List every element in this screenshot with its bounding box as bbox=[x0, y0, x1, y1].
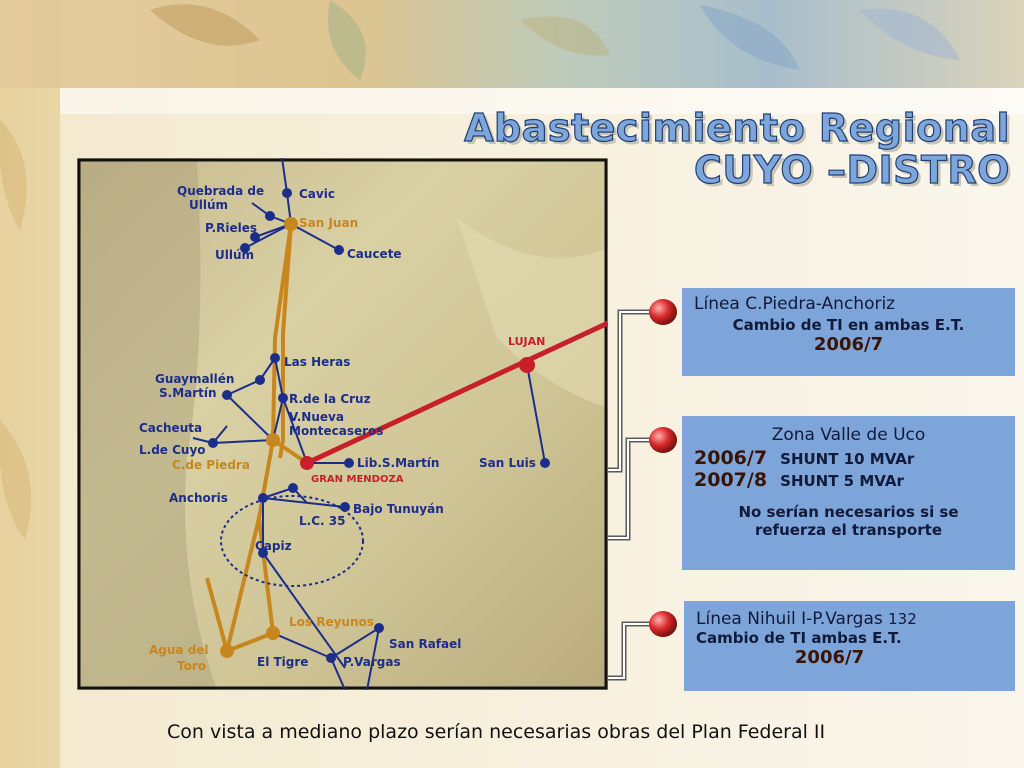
box-year: 2006/7 bbox=[794, 647, 865, 668]
map-label-los-reyunos: Los Reyunos bbox=[289, 615, 374, 629]
map-label-san-rafael: San Rafael bbox=[389, 637, 462, 651]
title-line-2: CUYO –DISTRO bbox=[694, 148, 1010, 192]
box-title bbox=[684, 601, 1015, 629]
map-label-las-heras: Las Heras bbox=[284, 355, 351, 369]
map-label-caucete: Caucete bbox=[347, 247, 402, 261]
shunt-row-1 bbox=[682, 447, 1015, 469]
box-note-2: refuerza el transporte bbox=[754, 521, 943, 539]
map-label-guaymallen: Guaymallén bbox=[155, 372, 235, 386]
map-label-ldecuyo: L.de Cuyo bbox=[139, 443, 206, 457]
map-label-ullum: Ullúm bbox=[215, 248, 255, 262]
map-label-smartin: S.Martín bbox=[159, 386, 217, 400]
map-label-montecaseros: Montecaseros bbox=[289, 424, 384, 438]
region-map bbox=[77, 158, 608, 690]
map-label-san-luis: San Luis bbox=[479, 456, 536, 470]
info-box-cpiedra-anchoriz bbox=[682, 288, 1015, 376]
box-note-1: No serían necesarios si se bbox=[738, 503, 959, 521]
map-label-san-juan: San Juan bbox=[299, 216, 359, 230]
map-label-ullum-top: Ullúm bbox=[189, 198, 229, 212]
map-label-cavic: Cavic bbox=[299, 187, 335, 201]
box-title-kv: 132 bbox=[888, 610, 917, 628]
shunt-year: 2007/8 bbox=[694, 469, 768, 491]
shunt-text: SHUNT 10 MVAr bbox=[780, 450, 915, 468]
map-label-prieles: P.Rieles bbox=[205, 221, 258, 235]
box-title-text: Línea Nihuil I-P.Vargas bbox=[696, 609, 889, 629]
shunt-row-2 bbox=[682, 469, 1015, 491]
bullet-ball-icon bbox=[648, 297, 678, 327]
map-label-el-tigre: El Tigre bbox=[257, 655, 309, 669]
map-label-libsmartin: Lib.S.Martín bbox=[357, 456, 440, 470]
title-line-1: Abastecimiento Regional bbox=[464, 106, 1010, 150]
map-label-lc35: L.C. 35 bbox=[299, 514, 346, 528]
box-title: Zona Valle de Uco bbox=[771, 425, 926, 445]
map-label-agua-del: Agua del bbox=[149, 643, 209, 657]
bullet-ball-icon bbox=[648, 609, 678, 639]
box-title: Línea C.Piedra-Anchoriz bbox=[694, 294, 896, 314]
map-label-rdelacruz: R.de la Cruz bbox=[289, 392, 371, 406]
shunt-text: SHUNT 5 MVAr bbox=[780, 472, 904, 490]
map-label-bajo-tunuyan: Bajo Tunuyán bbox=[353, 502, 444, 516]
box-subtitle: Cambio de TI ambas E.T. bbox=[696, 629, 902, 647]
map-label-vnueva: V.Nueva bbox=[289, 410, 344, 424]
map-label-cdepiedra: C.de Piedra bbox=[172, 458, 250, 472]
map-label-gran-mendoza: GRAN MENDOZA bbox=[311, 474, 404, 485]
bullet-ball-icon bbox=[648, 425, 678, 455]
map-label-lujan: LUJAN bbox=[508, 335, 546, 348]
map-label-toro: Toro bbox=[177, 659, 206, 673]
map-label-quebrada: Quebrada de bbox=[177, 184, 265, 198]
map-label-capiz: Capiz bbox=[255, 539, 292, 553]
box-subtitle: Cambio de TI en ambas E.T. bbox=[732, 316, 965, 334]
info-box-nihuil-pvargas bbox=[684, 601, 1015, 691]
info-box-valle-de-uco bbox=[682, 416, 1015, 570]
map-label-anchoris: Anchoris bbox=[169, 491, 228, 505]
footer-note: Con vista a mediano plazo serían necesarias obras del Plan Federal II bbox=[167, 721, 826, 743]
shunt-year: 2006/7 bbox=[694, 447, 768, 469]
box-year: 2006/7 bbox=[813, 334, 884, 355]
map-label-pvargas: P.Vargas bbox=[343, 655, 401, 669]
map-label-cacheuta: Cacheuta bbox=[139, 421, 203, 435]
